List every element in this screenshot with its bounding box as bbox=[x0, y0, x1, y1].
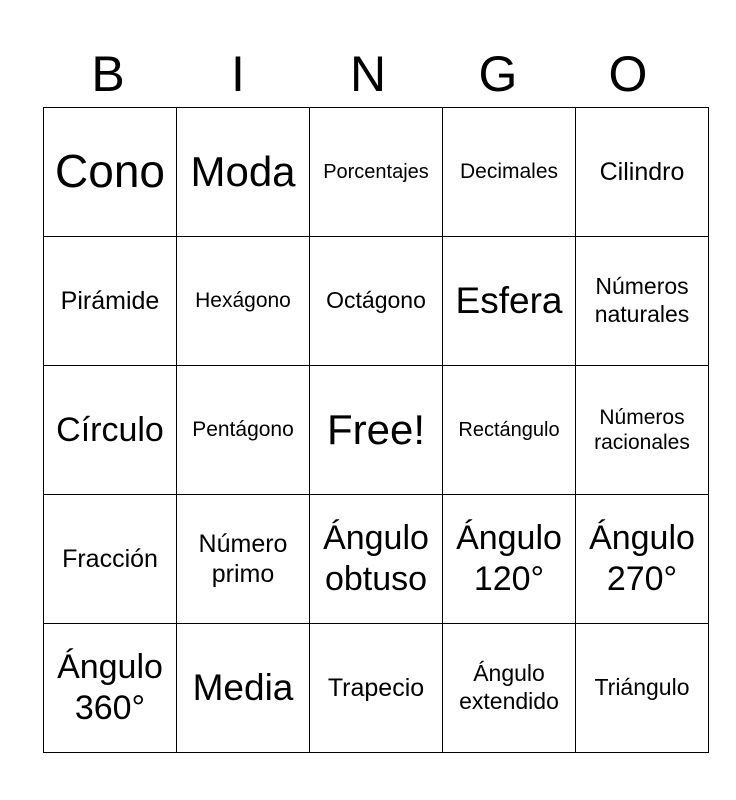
bingo-cell[interactable]: Números naturales bbox=[576, 237, 709, 366]
bingo-cell[interactable]: Moda bbox=[177, 108, 310, 237]
bingo-cell[interactable]: Octágono bbox=[310, 237, 443, 366]
board-row bbox=[44, 366, 709, 495]
bingo-cell[interactable]: Pirámide bbox=[44, 237, 177, 366]
bingo-cell[interactable]: Esfera bbox=[443, 237, 576, 366]
bingo-cell[interactable]: Cilindro bbox=[576, 108, 709, 237]
bingo-cell[interactable]: Fracción bbox=[44, 495, 177, 624]
bingo-cell[interactable]: Números racionales bbox=[576, 366, 709, 495]
bingo-cell[interactable]: Hexágono bbox=[177, 237, 310, 366]
bingo-cell[interactable]: Triángulo bbox=[576, 624, 709, 753]
board-row bbox=[44, 108, 709, 237]
bingo-cell[interactable]: Ángulo 270° bbox=[576, 495, 709, 624]
bingo-cell[interactable]: Pentágono bbox=[177, 366, 310, 495]
bingo-cell[interactable]: Círculo bbox=[44, 366, 177, 495]
bingo-cell[interactable]: Trapecio bbox=[310, 624, 443, 753]
bingo-cell[interactable]: Ángulo extendido bbox=[443, 624, 576, 753]
bingo-cell[interactable]: Rectángulo bbox=[443, 366, 576, 495]
bingo-cell[interactable]: Decimales bbox=[443, 108, 576, 237]
bingo-cell[interactable]: Ángulo obtuso bbox=[310, 495, 443, 624]
board-row bbox=[44, 237, 709, 366]
header-letter-i: I bbox=[231, 46, 245, 102]
header-letter-g: G bbox=[478, 46, 518, 102]
bingo-cell[interactable]: Media bbox=[177, 624, 310, 753]
bingo-cell[interactable]: Porcentajes bbox=[310, 108, 443, 237]
bingo-cell[interactable]: Ángulo 360° bbox=[44, 624, 177, 753]
bingo-board bbox=[43, 107, 709, 753]
header-letter-b: B bbox=[91, 46, 125, 102]
header-letter-n: N bbox=[349, 46, 387, 102]
board-row bbox=[44, 624, 709, 753]
bingo-header bbox=[43, 40, 693, 108]
bingo-cell[interactable]: Número primo bbox=[177, 495, 310, 624]
board-row bbox=[44, 495, 709, 624]
bingo-cell[interactable]: Ángulo 120° bbox=[443, 495, 576, 624]
bingo-cell[interactable]: Cono bbox=[44, 108, 177, 237]
free-space-cell[interactable]: Free! bbox=[310, 366, 443, 495]
header-letter-o: O bbox=[608, 46, 648, 102]
